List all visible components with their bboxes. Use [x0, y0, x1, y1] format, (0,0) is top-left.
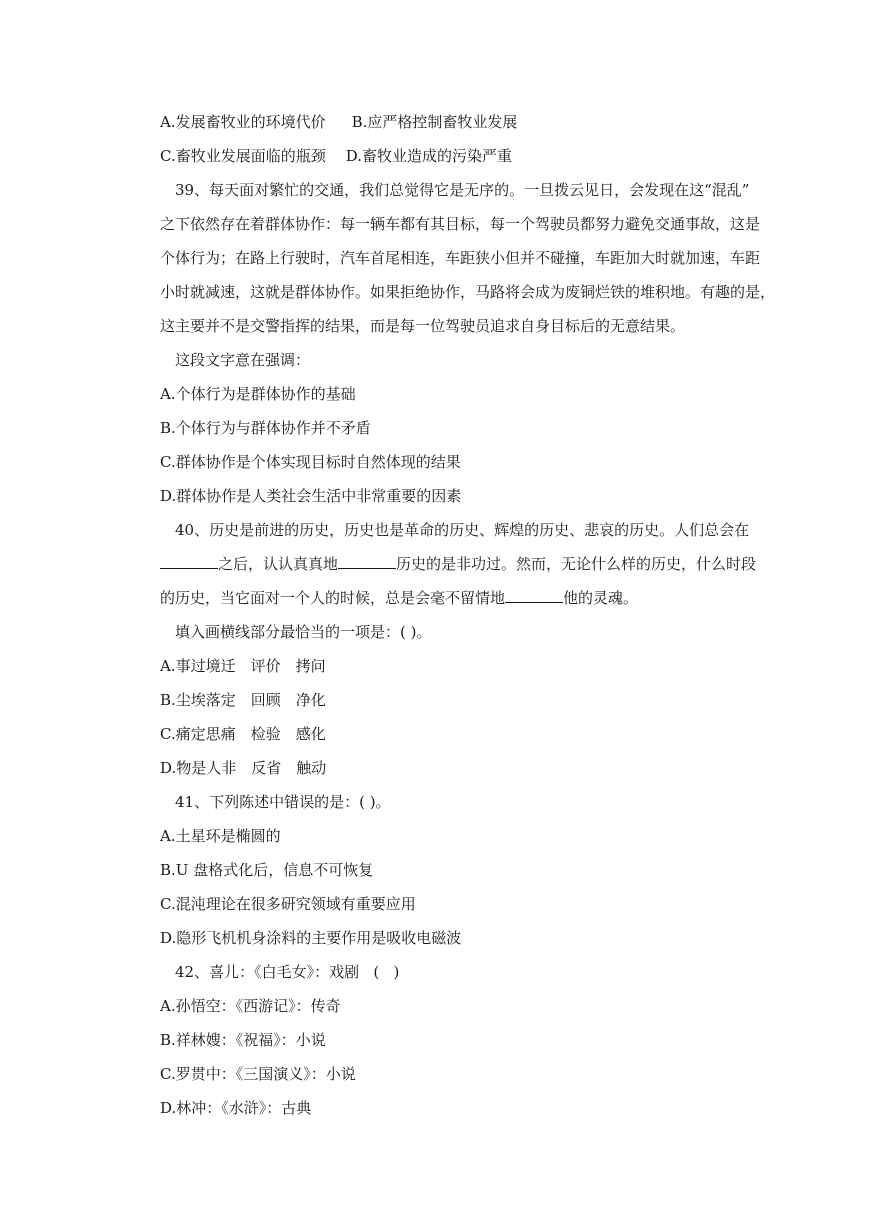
q39-text-line-1: 39、每天面对繁忙的交通，我们总觉得它是无序的。一旦拨云见日，会发现在这“混乱”: [175, 181, 750, 199]
q39-text-line-3: 个体行为；在路上行驶时，汽车首尾相连，车距狭小但并不碰撞，车距加大时就加速，车距: [160, 249, 761, 267]
q41-stem: 41、下列陈述中错误的是：( )。: [175, 793, 391, 811]
q40-option-d-word-3: 触动: [296, 759, 327, 777]
q40-option-c-word-2: 检验: [250, 725, 281, 743]
q39-text-line-4: 小时就减速，这就是群体协作。如果拒绝协作，马路将会成为废铜烂铁的堆积地。有趣的是，: [160, 283, 776, 301]
q42-option-d: D.林冲：《水浒》：古典: [160, 1099, 312, 1117]
q41-option-a: A.土星环是椭圆的: [160, 827, 281, 845]
q42-stem: 42、喜儿：《白毛女》：戏剧 ( ): [175, 963, 400, 981]
fill-blank-2: [338, 554, 396, 569]
q40-option-d-word-2: 反省: [251, 759, 282, 777]
q40-option-a: [160, 656, 326, 676]
q40-text-line-2: [160, 554, 756, 574]
q39-option-d: D.群体协作是人类社会生活中非常重要的因素: [160, 487, 462, 505]
q40-option-d: [160, 758, 326, 778]
q40-option-c-word-3: 感化: [295, 725, 326, 743]
q41-option-b: B.U 盘格式化后，信息不可恢复: [160, 861, 374, 879]
q39-option-b: B.个体行为与群体协作并不矛盾: [160, 419, 371, 437]
q40-text-line-3-a: 的历史，当它面对一个人的时候，总是会毫不留情地: [160, 589, 506, 607]
q39-text-line-5: 这主要并不是交警指挥的结果，而是每一位驾驶员追求自身目标后的无意结果。: [160, 317, 686, 335]
q40-text-line-3-b: 他的灵魂。: [563, 589, 639, 607]
q40-option-b-word-1: B.尘埃落定: [160, 691, 236, 709]
q40-option-c: [160, 724, 326, 744]
q40-option-a-word-3: 拷问: [295, 657, 326, 675]
q38-option-c: C.畜牧业发展面临的瓶颈: [160, 147, 326, 165]
q39-prompt: 这段文字意在强调：: [175, 351, 311, 369]
fill-blank-1: [160, 554, 218, 569]
q38-options-row-2: [160, 146, 512, 166]
q42-option-c: C.罗贯中：《三国演义》：小说: [160, 1065, 356, 1083]
q41-option-c: C.混沌理论在很多研究领域有重要应用: [160, 895, 416, 913]
q40-option-d-word-1: D.物是人非: [160, 759, 237, 777]
fill-blank-3: [505, 588, 563, 603]
q40-prompt: 填入画横线部分最恰当的一项是：( )。: [175, 623, 432, 641]
q39-option-c: C.群体协作是个体实现目标时自然体现的结果: [160, 453, 461, 471]
q39-text-line-2: 之下依然存在着群体协作：每一辆车都有其目标，每一个驾驶员都努力避免交通事故，这是: [160, 215, 761, 233]
q38-option-a: A.发展畜牧业的环境代价: [160, 113, 326, 131]
q40-text-line-1: 40、历史是前进的历史，历史也是革命的历史、辉煌的历史、悲哀的历史。人们总会在: [175, 521, 750, 539]
q39-option-a: A.个体行为是群体协作的基础: [160, 385, 356, 403]
q40-option-a-word-2: 评价: [250, 657, 281, 675]
q42-option-a: A.孙悟空：《西游记》：传奇: [160, 997, 341, 1015]
q40-option-b: [160, 690, 326, 710]
q40-text-line-2-a: 之后，认认真真地: [218, 555, 339, 573]
q40-option-b-word-2: 回顾: [250, 691, 281, 709]
q40-option-c-word-1: C.痛定思痛: [160, 725, 236, 743]
q40-text-line-3: [160, 588, 638, 608]
q38-options-row-1: [160, 112, 517, 132]
q38-option-d: D.畜牧业造成的污染严重: [345, 147, 512, 165]
q40-option-b-word-3: 净化: [295, 691, 326, 709]
q42-option-b: B.祥林嫂：《祝福》：小说: [160, 1031, 326, 1049]
q40-option-a-word-1: A.事过境迁: [160, 657, 236, 675]
q40-text-line-2-b: 历史的是非功过。然而，无论什么样的历史，什么时段: [396, 555, 757, 573]
q38-option-b: B.应严格控制畜牧业发展: [351, 113, 518, 131]
q41-option-d: D.隐形飞机机身涂料的主要作用是吸收电磁波: [160, 929, 462, 947]
